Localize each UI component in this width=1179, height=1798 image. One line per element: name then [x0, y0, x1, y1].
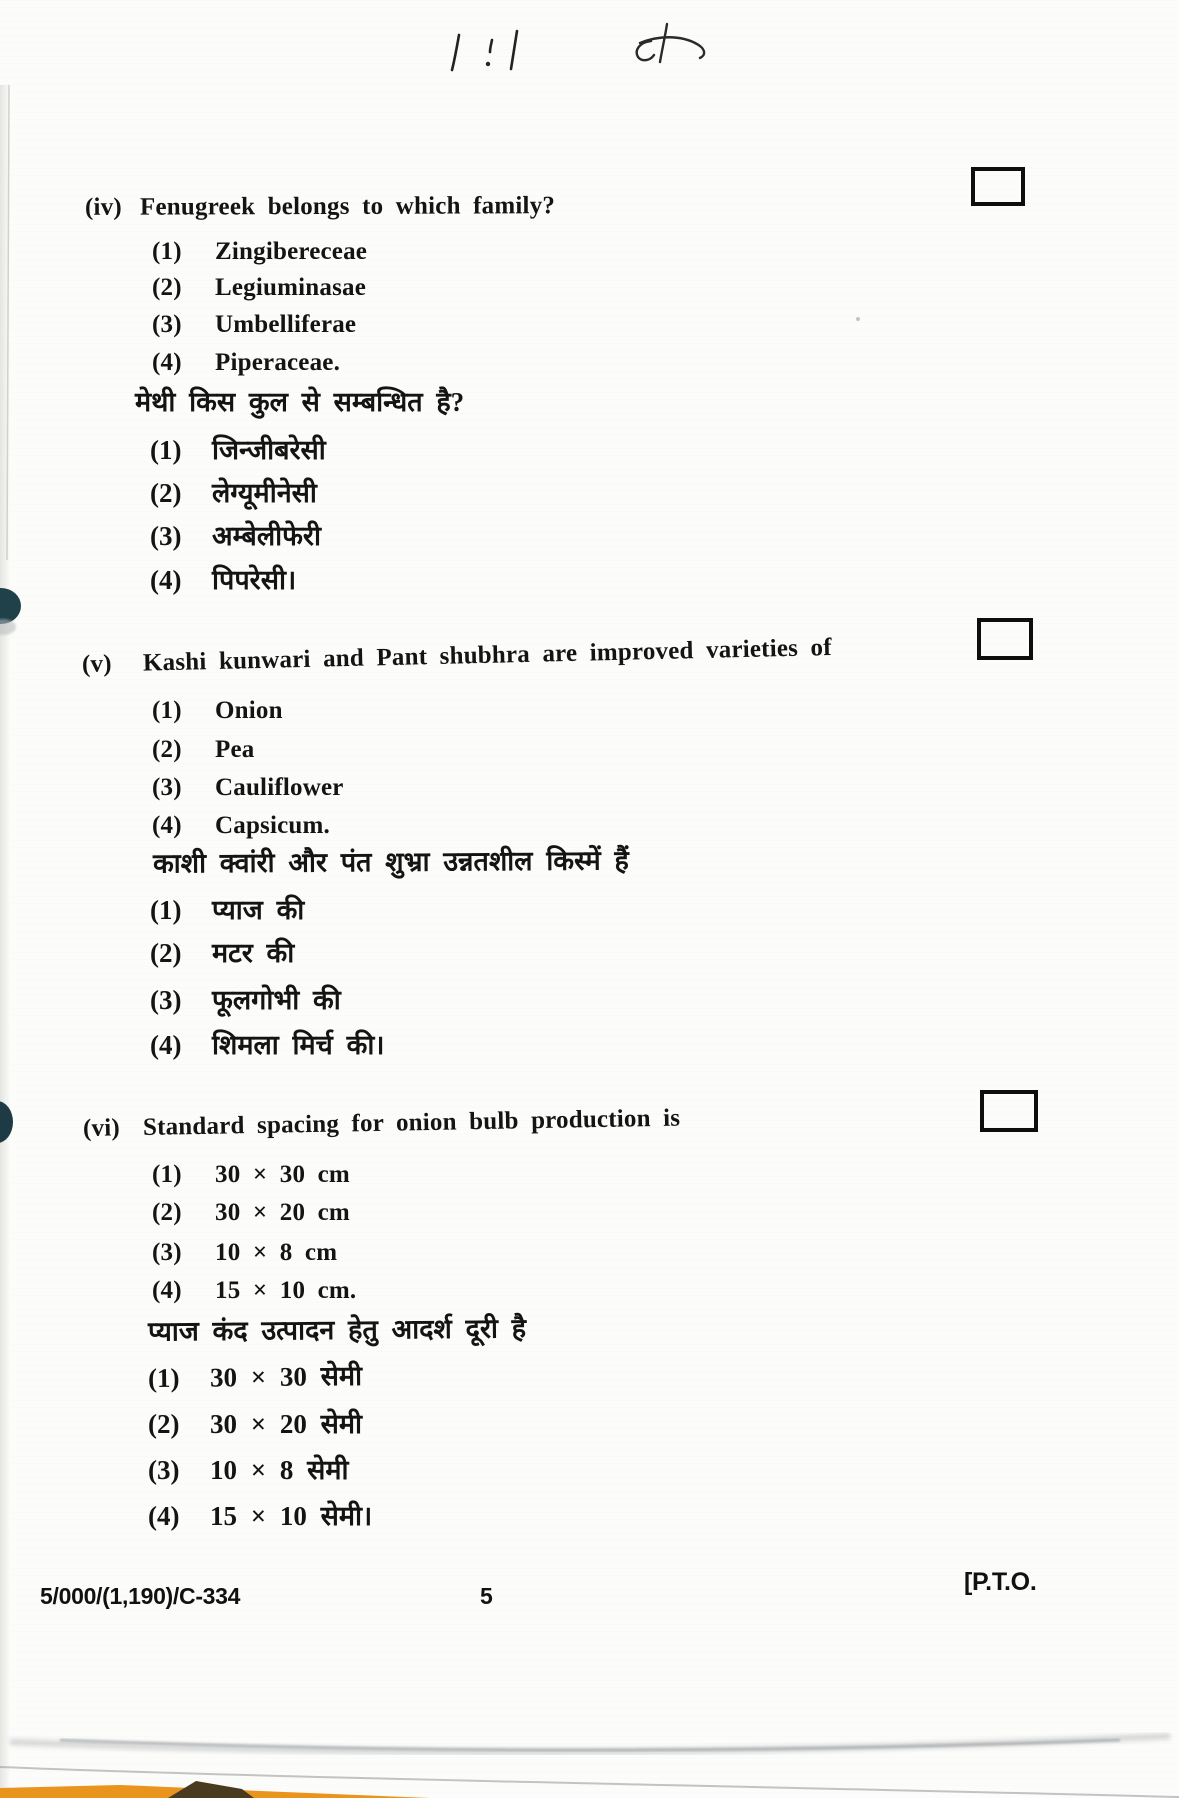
bottom-page-edges — [0, 1736, 1179, 1797]
option-row — [150, 515, 321, 557]
option-number: (3) — [150, 985, 182, 1015]
option-row — [148, 1355, 362, 1399]
option-text: प्याज की — [212, 895, 305, 925]
option-text: 10 × 8 सेमी — [210, 1455, 349, 1485]
option-row — [152, 235, 367, 269]
option-text: फूलगोभी की — [212, 985, 341, 1015]
handwritten-mark-tally — [452, 31, 517, 70]
option-number: (1) — [152, 1161, 182, 1188]
option-number: (1) — [152, 697, 182, 724]
option-text: शिमला मिर्च की। — [212, 1030, 385, 1060]
option-text: Capsicum. — [215, 812, 331, 839]
option-row — [148, 1403, 362, 1445]
bottom-left-orange-sheet — [0, 1781, 430, 1798]
option-text: Piperaceae. — [215, 349, 341, 376]
footer-pto: [P.T.O. — [964, 1568, 1037, 1596]
question-text-en: Kashi kunwari and Pant shubhra are improved varieties of — [142, 633, 833, 677]
option-text: 30 × 20 सेमी — [210, 1409, 363, 1439]
question-text-hi: काशी क्वांरी और पंत शुभ्रा उन्नतशील किस्में हैं — [152, 845, 629, 879]
option-number: (2) — [152, 736, 182, 763]
option-text: अम्बेलीफेरी — [212, 521, 321, 551]
option-row — [152, 809, 330, 843]
option-number: (2) — [150, 478, 182, 508]
option-row — [150, 1024, 385, 1066]
question-label: (iv) — [84, 193, 122, 221]
option-number: (2) — [148, 1409, 180, 1439]
option-text: 30 × 30 cm — [215, 1161, 350, 1188]
option-row — [152, 271, 366, 305]
question-label: (vi) — [82, 1114, 121, 1142]
question-text-hi: मेथी किस कुल से सम्बन्धित है? — [135, 387, 465, 417]
option-number: (1) — [152, 238, 182, 265]
option-text: जिन्जीबरेसी — [212, 435, 326, 465]
option-number: (2) — [150, 938, 182, 968]
option-row — [150, 559, 296, 601]
option-text: Pea — [215, 736, 255, 763]
question-label: (v) — [81, 650, 113, 678]
option-row — [152, 1196, 350, 1230]
option-row — [150, 472, 317, 514]
option-row — [152, 694, 283, 728]
option-row — [152, 771, 344, 805]
scan-speck — [856, 317, 860, 321]
option-number: (4) — [152, 812, 182, 839]
option-number: (1) — [147, 1362, 180, 1394]
option-text: Legiuminasae — [215, 274, 367, 301]
option-number: (4) — [152, 349, 182, 376]
option-row — [150, 889, 304, 931]
option-number: (3) — [150, 521, 182, 551]
option-number: (4) — [150, 1030, 182, 1060]
page-edge-shadow — [0, 85, 10, 1798]
footer-print-code: 5/000/(1,190)/C-334 — [40, 1583, 241, 1609]
option-number: (3) — [152, 311, 182, 338]
option-row — [152, 346, 340, 380]
binding-hole-bottom — [0, 1101, 13, 1143]
option-number: (1) — [150, 435, 182, 465]
option-number: (1) — [150, 895, 182, 925]
option-text: 30 × 30 सेमी — [209, 1360, 363, 1393]
option-text: पिपरेसी। — [212, 565, 297, 595]
question-text-hi: प्याज कंद उत्पादन हेतु आदर्श दूरी है — [147, 1313, 527, 1347]
question-heading — [85, 189, 555, 225]
option-text: लेग्यूमीनेसी — [212, 478, 317, 508]
option-text: 15 × 10 सेमी। — [210, 1501, 373, 1531]
option-number: (3) — [152, 774, 182, 801]
option-text: Onion — [215, 697, 283, 724]
handwritten-mark-signature — [637, 24, 704, 62]
option-number: (2) — [152, 1199, 182, 1226]
option-row — [150, 979, 341, 1021]
option-number: (3) — [148, 1455, 180, 1485]
question-heading — [83, 1102, 681, 1146]
answer-box-q4 — [971, 167, 1025, 206]
option-number: (4) — [150, 565, 182, 595]
option-number: (4) — [152, 1277, 182, 1304]
binding-hole-top — [0, 588, 21, 635]
question-heading — [82, 631, 832, 682]
option-text: Cauliflower — [215, 774, 344, 801]
option-number: (2) — [152, 274, 182, 301]
option-text: 15 × 10 cm. — [215, 1277, 357, 1304]
option-row — [150, 429, 326, 471]
option-row — [152, 1158, 350, 1192]
option-number: (4) — [148, 1501, 180, 1531]
option-text: 10 × 8 cm — [215, 1239, 338, 1266]
option-text: Zingibereceae — [215, 238, 368, 265]
answer-box-q5 — [977, 618, 1033, 660]
option-row — [148, 1449, 349, 1491]
option-row — [152, 1236, 337, 1270]
answer-box-q6 — [980, 1090, 1038, 1132]
question-text-en: Fenugreek belongs to which family? — [139, 192, 556, 221]
option-number: (3) — [152, 1239, 182, 1266]
option-row — [152, 733, 254, 767]
option-row — [152, 1274, 356, 1308]
option-row — [148, 1495, 372, 1537]
footer-page-number: 5 — [480, 1583, 493, 1609]
option-row — [150, 932, 294, 974]
option-text: मटर की — [212, 938, 295, 968]
option-text: 30 × 20 cm — [215, 1199, 350, 1226]
question-text-en: Standard spacing for onion bulb production is — [142, 1104, 681, 1141]
option-row — [152, 308, 356, 342]
option-text: Umbelliferae — [215, 311, 357, 338]
